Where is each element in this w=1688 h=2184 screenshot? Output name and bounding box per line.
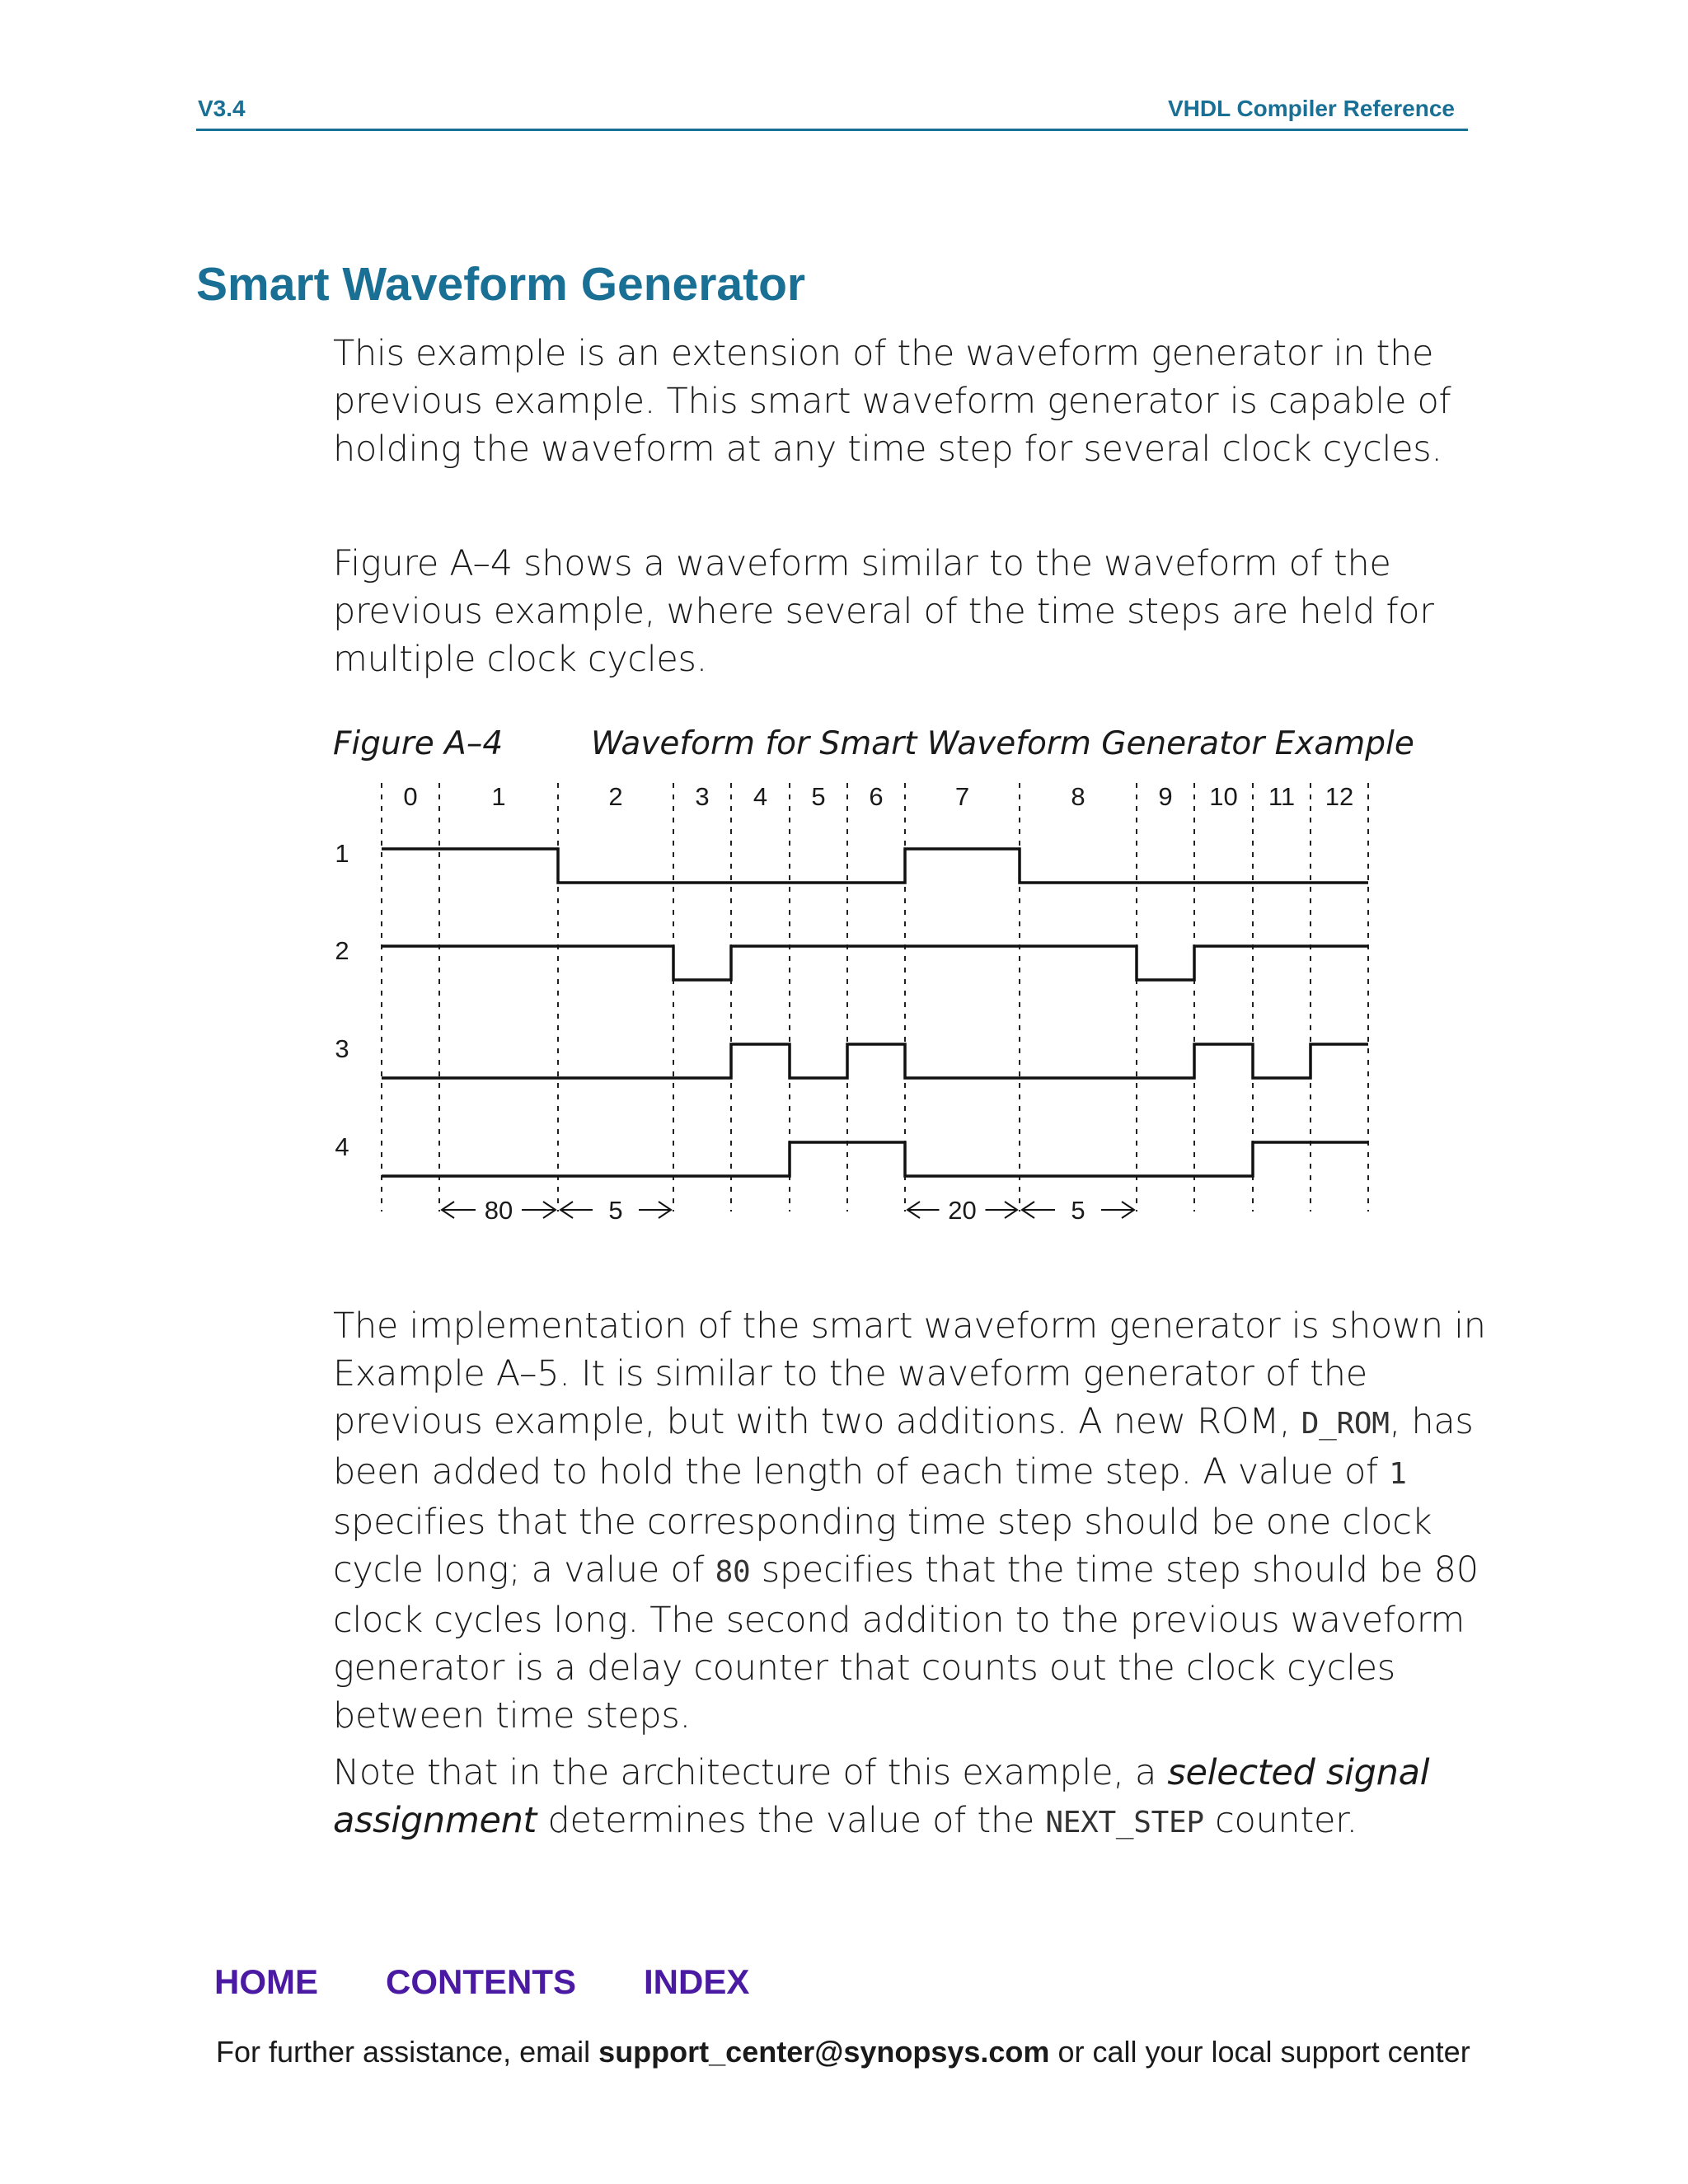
signal-label: 2 [335,936,349,965]
step-label: 4 [753,782,768,811]
text-run: determines the value of the [537,1800,1046,1841]
duration-arrow-left [1022,1202,1034,1218]
duration-arrow-right [659,1202,671,1218]
step-label: 9 [1158,782,1173,811]
step-label: 0 [403,782,418,811]
implementation-paragraph [333,1302,1503,1740]
index-link[interactable]: INDEX [644,1962,750,2001]
step-label: 10 [1209,782,1238,811]
signal-2-waveform [382,946,1368,980]
document-title: VHDL Compiler Reference [1167,96,1455,121]
duration-arrow-left [907,1202,920,1218]
code-value-1: 1 [1389,1457,1407,1491]
contents-link[interactable]: CONTENTS [386,1962,576,2001]
duration-label: 20 [948,1196,977,1225]
page-header [196,92,1468,131]
support-email-link[interactable]: support_center@synopsys.com [598,2035,1050,2069]
figure-number: Figure A–4 [333,725,504,762]
step-label: 3 [695,782,710,811]
signal-label: 1 [335,839,349,868]
home-link[interactable]: HOME [214,1962,318,2001]
text-run: specifies that the time step should be 80 clock cycles long. The second addition to the previous waveform generator is a delay counter that counts out the clock cycles between time steps. [333,1549,1479,1736]
code-next-step: NEXT_STEP [1045,1806,1204,1840]
intro-paragraph: This example is an extension of the waveform generator in the previous example. This smart waveform generator is capable of holding the waveform at any time step for several clock cycles. [333,333,1451,470]
footer-suffix: or call your local support center [1049,2035,1470,2069]
text-run: Note that in the architecture of this example, a [333,1752,1168,1793]
step-label: 6 [869,782,884,811]
signal-3-waveform [382,1044,1368,1078]
text-run: , has been added to hold the length of each time step. A value of [333,1401,1474,1493]
step-label: 2 [608,782,623,811]
step-label: 12 [1325,782,1354,811]
figure-title: Waveform for Smart Waveform Generator Example [591,725,1414,762]
footer-assistance [216,2035,1470,2069]
step-label: 5 [811,782,826,811]
footer-prefix: For further assistance, email [216,2035,599,2069]
version-label: V3.4 [198,96,246,121]
text-run: The implementation of the smart waveform generator is shown in Example A–5. It is similar to the waveform generator of the previous example, but with two additions. A new ROM, [333,1305,1486,1442]
section-title: Smart Waveform Generator [196,258,806,311]
duration-arrow-right [1005,1202,1017,1218]
step-label: 1 [491,782,506,811]
signal-4-waveform [382,1142,1368,1176]
figure-intro-paragraph: Figure A–4 shows a waveform similar to the waveform of the previous example, where several of the time steps are held for multiple clock cycles. [333,543,1434,680]
signal-label: 4 [335,1132,349,1161]
duration-arrow-right [1122,1202,1134,1218]
step-label: 11 [1268,782,1296,811]
duration-label: 5 [1071,1196,1085,1225]
architecture-paragraph [333,1749,1503,1847]
duration-arrow-right [543,1202,556,1218]
signal-label: 3 [335,1034,349,1063]
text-run: counter. [1203,1800,1357,1841]
signal-1-waveform [382,849,1368,883]
code-d-rom: D_ROM [1301,1407,1390,1441]
code-value-80: 80 [715,1555,751,1589]
emphasis-selected-signal-assignment: selected signal assignment [333,1752,1430,1841]
step-label: 7 [954,782,970,811]
duration-arrow-left [442,1202,454,1218]
duration-arrow-left [560,1202,573,1218]
step-label: 8 [1071,782,1085,811]
duration-label: 5 [608,1196,623,1225]
duration-label: 80 [484,1196,513,1225]
text-run: specifies that the corresponding time step should be one clock cycle long; a value of [333,1502,1432,1591]
